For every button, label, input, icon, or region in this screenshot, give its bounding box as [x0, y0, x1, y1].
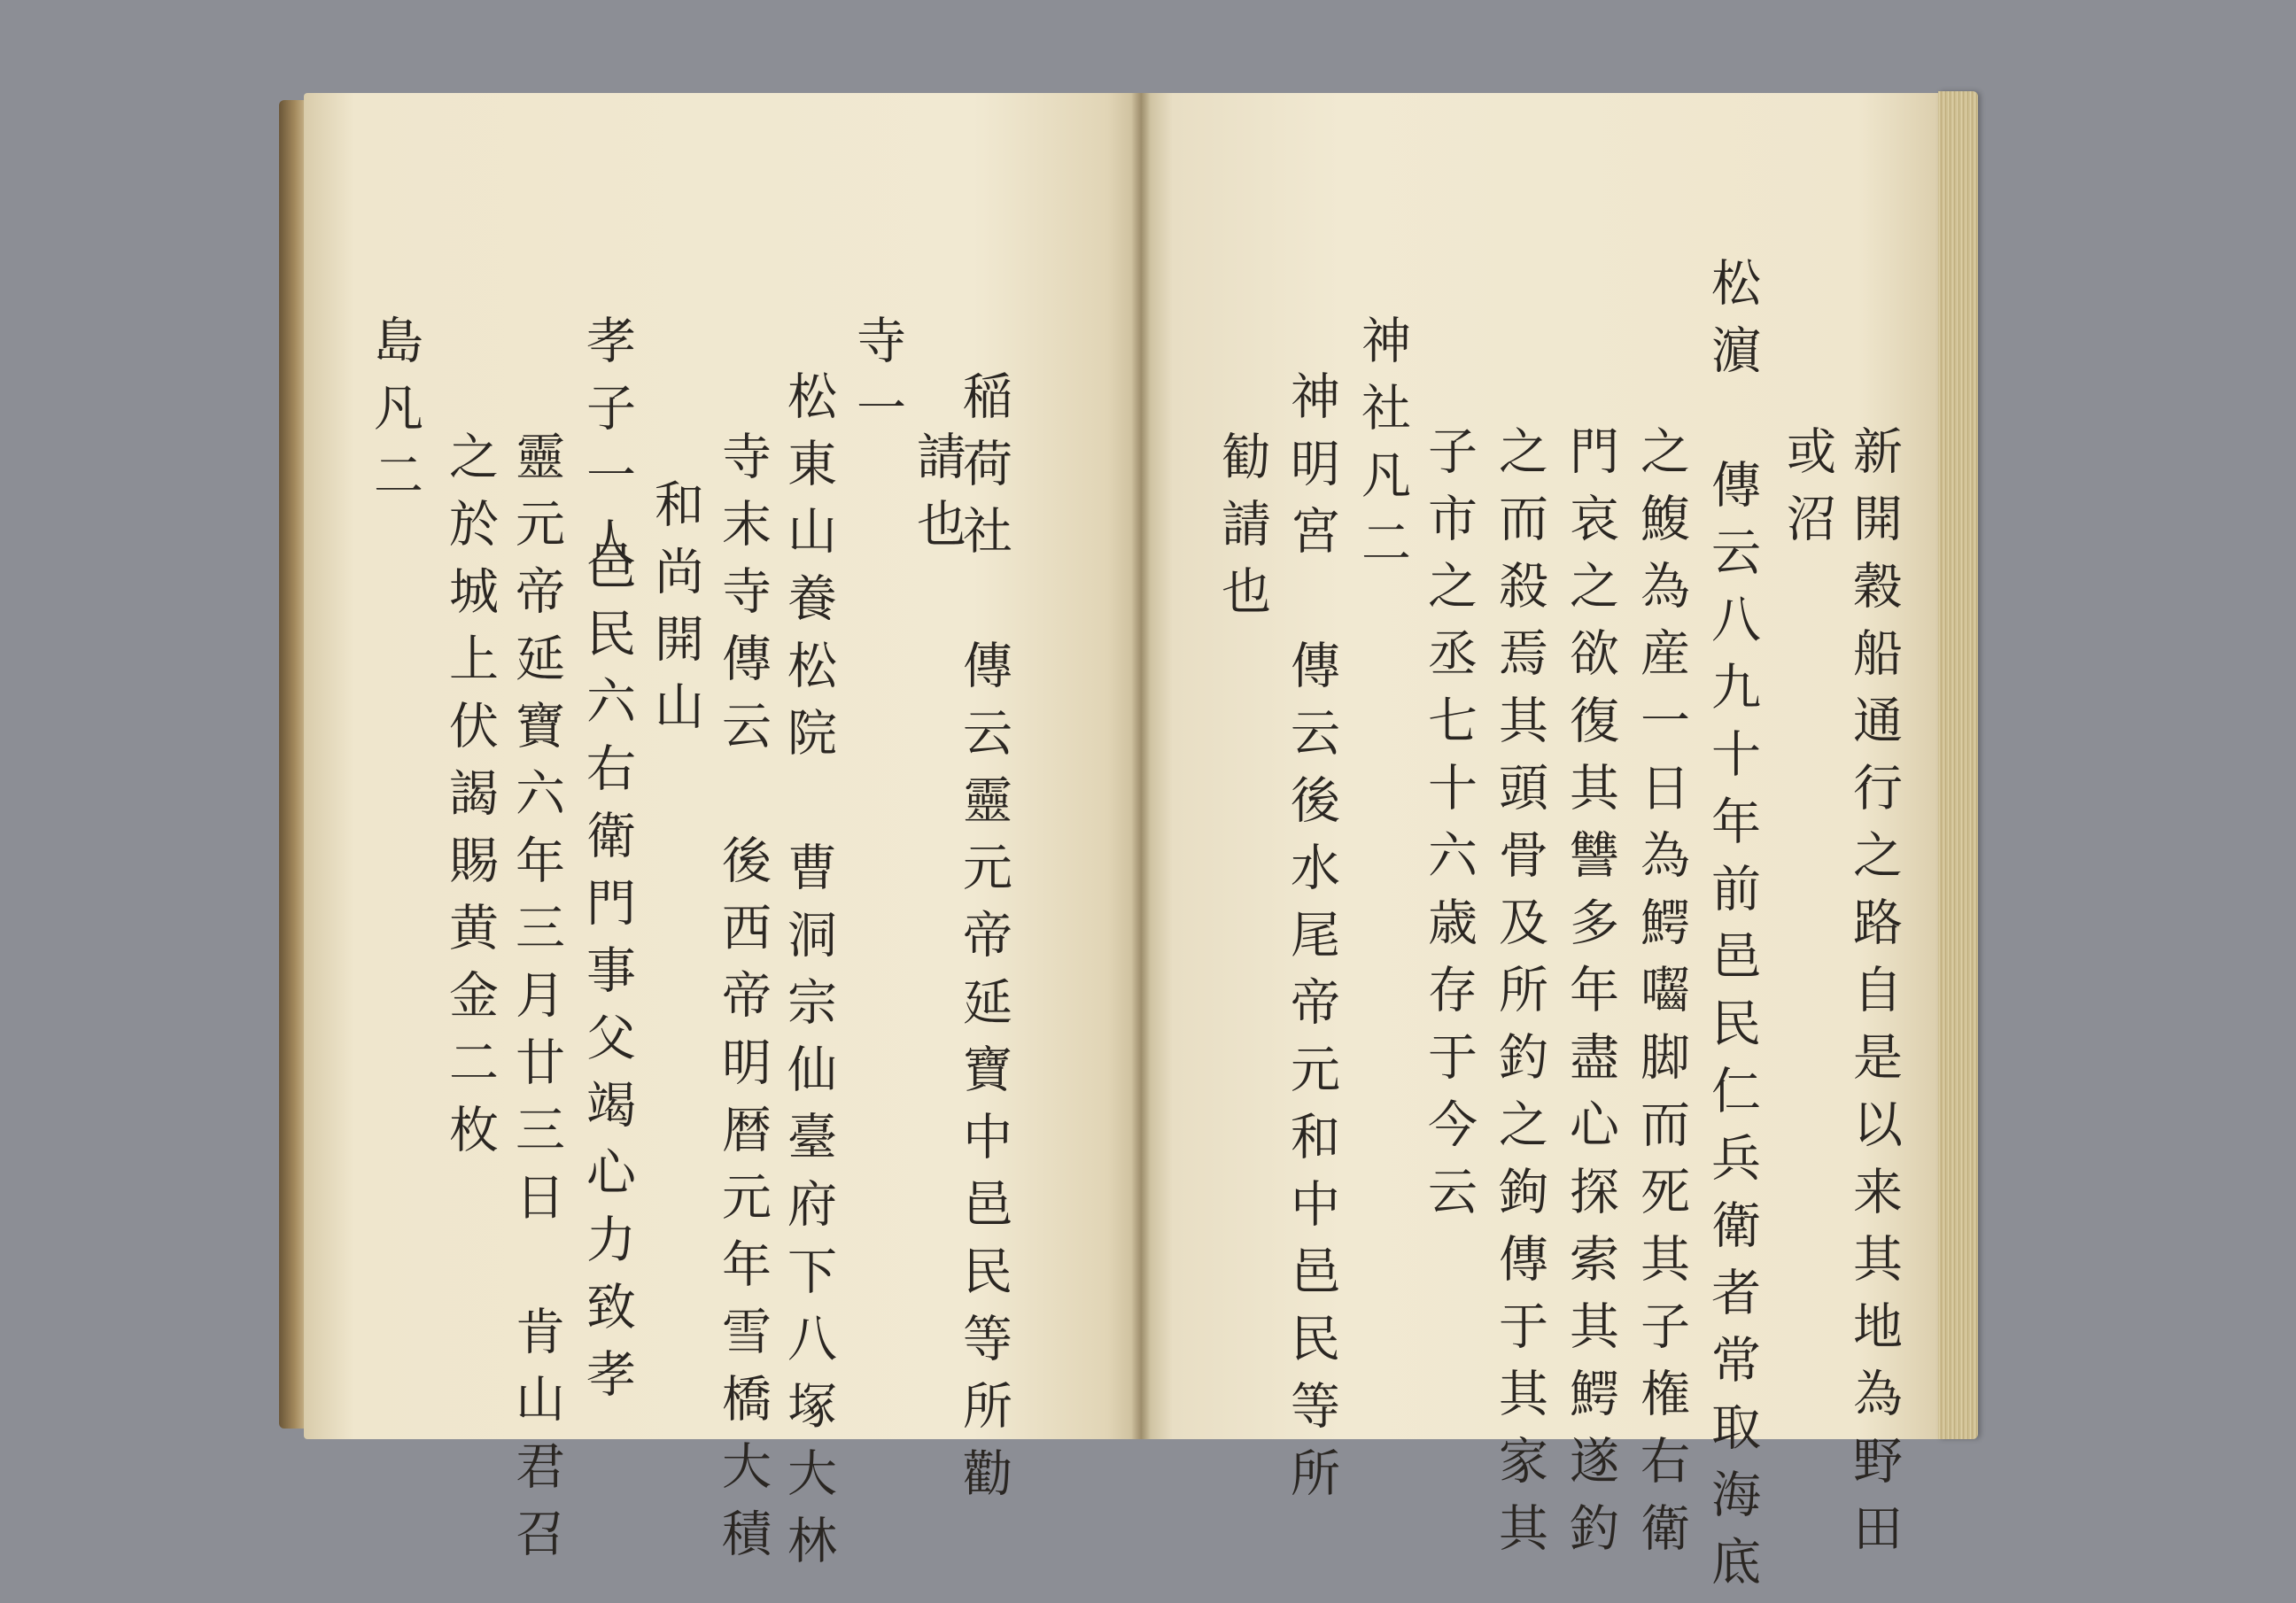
- page-gutter: [1131, 93, 1151, 1439]
- page-edges: [1938, 91, 1978, 1439]
- text-column: 之而殺焉其頭骨及所釣之鉤傳于其家其: [1491, 425, 1548, 1569]
- section-heading: 神社凡二: [1354, 314, 1411, 584]
- text-column: 邑民六右衛門事父竭心力致孝: [578, 540, 636, 1415]
- text-column: 或沼: [1779, 425, 1836, 560]
- book-spine: [279, 100, 306, 1429]
- text-column: 之鰒為産一日為鰐囓脚而死其子権右衛: [1633, 425, 1690, 1569]
- text-column: 靈元帝延寶六年三月廿三日 肯山君召: [508, 430, 565, 1575]
- text-column: 稲荷社 傳云靈元帝延寶中邑民等所勸: [955, 370, 1012, 1514]
- text-column: 請也: [909, 430, 966, 565]
- text-column: 子市之丞七十六歳存于今云: [1420, 425, 1478, 1233]
- text-column: 寺末寺傳云 後西帝明暦元年雪橋大積: [714, 430, 772, 1575]
- section-heading: 島凡二: [366, 314, 423, 516]
- text-column: 松東山養松院 曹洞宗仙臺府下八塚大林: [780, 370, 837, 1582]
- text-column: 新開穀船通行之路自是以来其地為野田: [1845, 425, 1903, 1569]
- text-column: 神明宮 傳云後水尾帝元和中邑民等所: [1283, 370, 1340, 1514]
- section-heading: 孝子一人: [578, 314, 636, 584]
- text-column: 之於城上伏謁賜黄金二枚: [441, 430, 499, 1171]
- text-column: 和尚開山: [647, 478, 704, 747]
- text-column: 松濵 傳云八九十年前邑民仁兵衛者常取海底: [1703, 257, 1761, 1603]
- section-heading: 寺一: [849, 314, 906, 449]
- text-column: 門哀之欲復其讐多年盡心探索其鰐遂釣: [1562, 425, 1619, 1569]
- text-column: 勧請也: [1214, 430, 1271, 632]
